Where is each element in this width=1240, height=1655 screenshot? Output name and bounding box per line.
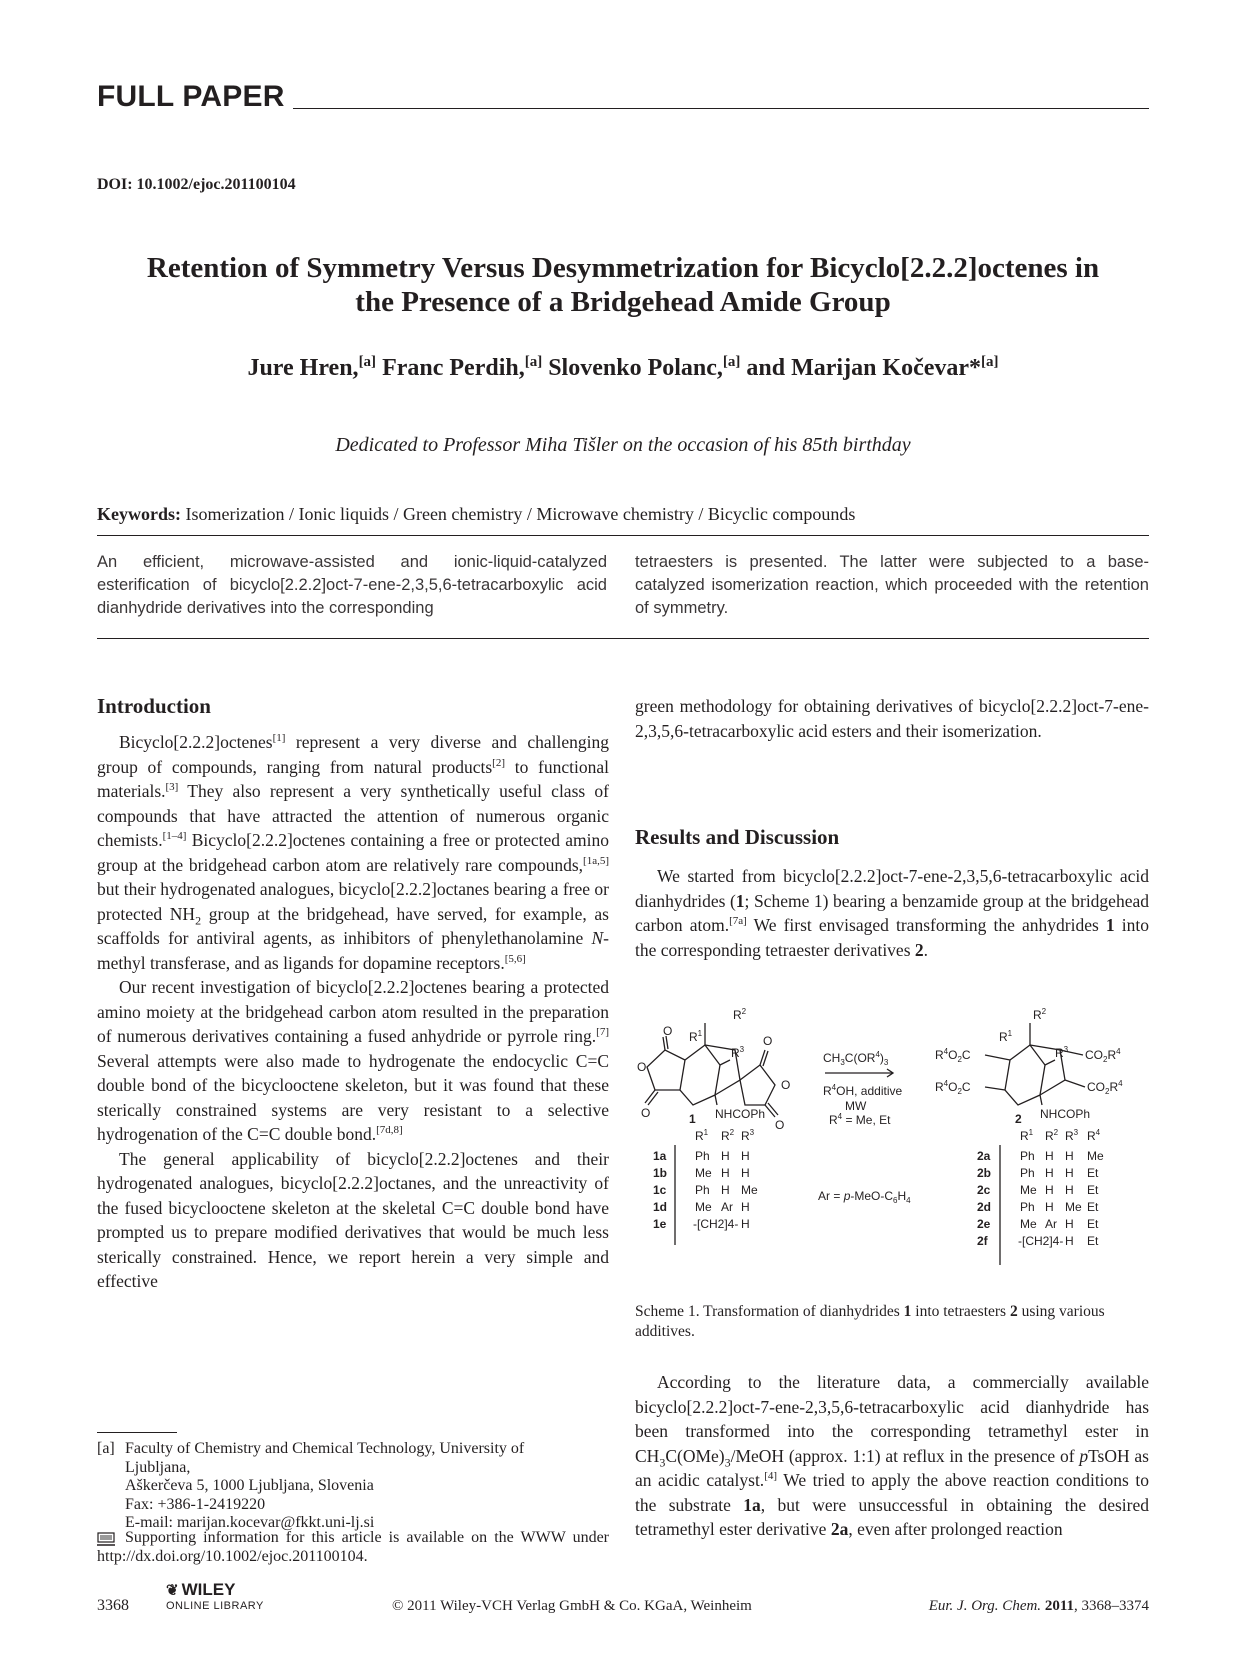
citation[interactable]: [7a] (729, 915, 747, 928)
compound-label: 2a (977, 1149, 991, 1163)
svg-text:O: O (763, 1034, 773, 1048)
svg-text:1: 1 (689, 1112, 696, 1126)
section-label: FULL PAPER (97, 80, 285, 113)
compound-label: 1a (653, 1149, 667, 1163)
substituent: $CO_2R^4$ (1087, 1079, 1123, 1096)
compound-label: 2c (977, 1183, 991, 1197)
table-header: $R^2$ (1045, 1128, 1059, 1143)
table-cell: Ph (1020, 1166, 1035, 1180)
author-affiliation: [a] (358, 354, 377, 370)
supporting-info-note: Supporting information for this article is available on the WWW under http://dx.doi.org/10.1002/ejoc.201100104. (97, 1529, 609, 1565)
svg-text:O: O (781, 1078, 791, 1092)
table-cell: H (1045, 1166, 1054, 1180)
r2-label-2: $R^2$ (1033, 1007, 1047, 1022)
table-header: $R^1$ (695, 1128, 709, 1143)
authors (97, 355, 1149, 382)
paragraph: We started from bicyclo[2.2.2]oct-7-ene-2,3,5,6-tetracarboxylic acid dianhydrides (1; Scheme 1) bearing a benzamide group at the bridgehead carbon atom.[7a] We first envisaged transforming the anhydrides 1 into the corresponding tetraester derivatives 2. (635, 866, 1149, 960)
table-cell: Ph (1020, 1149, 1035, 1163)
page-number: 3368 (97, 1597, 129, 1614)
paragraph: Bicyclo[2.2.2]octenes[1] represent a very diverse and challenging group of compounds, ranging from natural products[2] to functional materials.[3] They also represent a very synthetically useful class of compounds that have attracted the attention of numerous organic chemists.[1–4] Bicyclo[2.2.2]octenes containing a free or protected amino group at the bridgehead carbon atom are relatively rare compounds,[1a,5] but their hydrogenated analogues, bicyclo[2.2.2]octanes bearing a free or protected $NH_2$ group at the bridgehead, have served, for example, as scaffolds for antiviral agents, as inhibitors of phenylethanolamine N-methyl transferase, and as ligands for dopamine receptors.[5,6] (97, 732, 609, 973)
abstract-rule-top (97, 535, 1149, 536)
table-cell: Me (741, 1183, 758, 1197)
dedication: Dedicated to Professor Miha Tišler on the occasion of his 85th birthday (335, 434, 911, 456)
scheme-caption: Scheme 1. Transformation of dianhydrides 1 into tetraesters 2 using various additives. (635, 1303, 1105, 1340)
table-cell: H (721, 1183, 730, 1197)
svg-text:NHCOPh: NHCOPh (1040, 1107, 1091, 1121)
table-cell: H (741, 1217, 750, 1231)
table-cell: Me (1020, 1217, 1037, 1231)
substituent: $R^4O_2C$ (935, 1079, 971, 1096)
substituent: $R^4O_2C$ (935, 1047, 971, 1064)
author-name: and Marijan Kočevar* (746, 355, 982, 381)
results-heading: Results and Discussion (635, 825, 840, 849)
title-line-2: the Presence of a Bridgehead Amide Group (355, 286, 891, 318)
table-cell: Ph (1020, 1200, 1035, 1214)
table-cell: H (1065, 1217, 1074, 1231)
table-header: $R^4$ (1087, 1128, 1101, 1143)
results-text-continued (635, 1370, 1149, 1542)
introduction-continued (635, 694, 1149, 743)
author-name: Franc Perdih, (382, 355, 525, 381)
table-cell: Ph (695, 1183, 710, 1197)
svg-text:O: O (641, 1106, 651, 1120)
r3-label-2: $R^3$ (1055, 1045, 1069, 1060)
introduction-heading: Introduction (97, 694, 211, 718)
journal-citation: Eur. J. Org. Chem. 2011, 3368–3374 (928, 1598, 1149, 1614)
compound-label: 2d (977, 1200, 992, 1214)
svg-text:2: 2 (1015, 1112, 1022, 1126)
table-cell: Me (1020, 1183, 1037, 1197)
footnote-rule (97, 1432, 177, 1433)
table-header: $R^3$ (741, 1128, 755, 1143)
paper-title (97, 251, 1149, 319)
table-cell: H (1045, 1183, 1054, 1197)
table-header: $R^2$ (721, 1128, 735, 1143)
table-cell: H (741, 1149, 750, 1163)
table-cell: Et (1087, 1234, 1099, 1248)
table-cell: H (1065, 1183, 1074, 1197)
scheme-1-figure (635, 1005, 1149, 1290)
footnote-label: [a] (97, 1440, 115, 1457)
paragraph: The general applicability of bicyclo[2.2.2]octenes and their hydrogenated analogues, bicyclo[2.2.2]octanes, and the unreactivity of the fused bicyclooctene skeleton at the skeletal C=C double bond have prompted us to prepare modified derivatives that would be much less sterically constrained. Hence, we report herein a very simple and effective (97, 1148, 609, 1291)
ar-definition: $Ar = p-MeO-C_6H_4$ (818, 1189, 911, 1205)
abstract-right: tetraesters is presented. The latter were subjected to a base-catalyzed isomerization reaction, which proceeded with the retention of symmetry. (635, 553, 1149, 617)
citation[interactable]: [7d,8] (376, 1124, 403, 1137)
email-link[interactable]: E-mail: marijan.kocevar@fkkt.uni-lj.si (125, 1514, 375, 1531)
citation[interactable]: [2] (492, 756, 505, 769)
author-affiliation: [a] (981, 354, 999, 370)
r2-label: $R^2$ (733, 1007, 747, 1022)
table-header: $R^3$ (1065, 1128, 1079, 1143)
table-header: $R^1$ (1020, 1128, 1034, 1143)
table-cell: Me (1087, 1149, 1104, 1163)
svg-text:O: O (775, 1118, 785, 1132)
abstract-rule-bottom (97, 638, 1149, 639)
doi: DOI: 10.1002/ejoc.201100104 (97, 176, 296, 193)
wiley-icon: ❦ (166, 1582, 179, 1599)
table-cell: Ar (721, 1200, 733, 1214)
table-cell: Me (1065, 1200, 1082, 1214)
r3-label: $R^3$ (731, 1045, 745, 1060)
compound-label: 2f (977, 1234, 988, 1248)
abstract-left: An efficient, microwave-assisted and ionic-liquid-catalyzed esterification of bicyclo[2.2.2]oct-7-ene-2,3,5,6-tetracarboxylic acid dianhydride derivatives into the corresponding (97, 553, 607, 617)
table-cell: H (741, 1200, 750, 1214)
reagent-r4: $R^4 = Me$, Et (829, 1112, 891, 1127)
paragraph: green methodology for obtaining derivatives of bicyclo[2.2.2]oct-7-ene-2,3,5,6-tetracarboxylic acid esters and their isomerization. (635, 696, 1149, 741)
table-cell: H (1065, 1234, 1074, 1248)
table-cell: Ph (695, 1149, 710, 1163)
r1-label-2: $R^1$ (999, 1029, 1013, 1044)
compound-label: 2b (977, 1166, 992, 1180)
svg-text:MW: MW (845, 1099, 867, 1113)
header-rule (293, 108, 1149, 109)
keywords (97, 504, 855, 525)
substituent: $CO_2R^4$ (1085, 1047, 1121, 1064)
table-cell: Et (1087, 1200, 1099, 1214)
author-name: Slovenko Polanc, (548, 355, 723, 381)
svg-text:O: O (637, 1060, 647, 1074)
table-cell: Et (1087, 1183, 1099, 1197)
compound-label: 2e (977, 1217, 991, 1231)
wiley-online-library-logo[interactable]: ❦ WILEY ONLINE LIBRARY (166, 1580, 264, 1612)
results-text (635, 864, 1149, 962)
citation[interactable]: [1a,5] (583, 854, 609, 867)
author-affiliation: [a] (722, 354, 741, 370)
citation[interactable]: [7] (596, 1026, 609, 1039)
citation[interactable]: [4] (764, 1470, 778, 1483)
title-line-1: Retention of Symmetry Versus Desymmetrization for Bicyclo[2.2.2]octenes in (146, 252, 1100, 284)
introduction-text (97, 730, 609, 1294)
compound-label: 1d (653, 1200, 668, 1214)
author-name: Jure Hren, (247, 355, 359, 381)
keywords-text: Isomerization / Ionic liquids / Green chemistry / Microwave chemistry / Bicyclic compounds (185, 504, 856, 524)
svg-text:NHCOPh: NHCOPh (715, 1107, 766, 1121)
svg-text:O: O (663, 1024, 673, 1038)
table-cell: Ar (1045, 1217, 1057, 1231)
author-affiliation: [a] (524, 354, 543, 370)
table-cell: H (721, 1166, 730, 1180)
compound-label: 1e (653, 1217, 667, 1231)
table-cell: H (1065, 1166, 1074, 1180)
table-cell: Et (1087, 1166, 1099, 1180)
citation[interactable]: [1] (272, 732, 286, 745)
r1-label: $R^1$ (689, 1029, 703, 1044)
paragraph: According to the literature data, a commercially available bicyclo[2.2.2]oct-7-ene-2,3,5,6-tetracarboxylic acid dianhydride has been transformed into the corresponding tetramethyl ester in $CH_3C(OMe)_3$/MeOH (approx. 1:1) at reflux in the presence of pTsOH as an acidic catalyst.[4] We tried to apply the above reaction conditions to the substrate 1a, but were unsuccessful in obtaining the desired tetramethyl ester derivative 2a, even after prolonged reaction (635, 1372, 1149, 1539)
compound-label: 1c (653, 1183, 667, 1197)
table-cell: -[CH2]4- (1018, 1234, 1064, 1248)
table-cell: H (1065, 1149, 1074, 1163)
reagent-mid: $R^4OH$, additive (823, 1083, 903, 1098)
affiliation-footnote: [a] Faculty of Chemistry and Chemical Technology, University of Ljubljana, Aškerčeva 5, 1000 Ljubljana, Slovenia Fax: +386-1-2419220 E-mail: marijan.kocevar@fkkt.uni-lj.si (97, 1440, 609, 1533)
table-cell: H (1045, 1200, 1054, 1214)
paragraph: Our recent investigation of bicyclo[2.2.2]octenes bearing a protected amino moiety at the bridgehead carbon atom resulted in the preparation of numerous derivatives containing a fused anhydride or pyrrole ring.[7] Several attempts were also made to hydrogenate the endocyclic C=C double bond of the bicyclooctene skeleton, but it was found that these sterically constrained systems are very resistant to a selective hydrogenation of the C=C double bond.[7d,8] (97, 977, 609, 1144)
table-cell: -[CH2]4- (693, 1217, 739, 1231)
table-cell: H (741, 1166, 750, 1180)
citation[interactable]: [5,6] (504, 952, 526, 965)
citation[interactable]: [1–4] (162, 830, 187, 843)
copyright: © 2011 Wiley-VCH Verlag GmbH & Co. KGaA, Weinheim (392, 1598, 752, 1614)
table-cell: H (1045, 1149, 1054, 1163)
table-cell: Me (695, 1200, 712, 1214)
compound-label: 1b (653, 1166, 668, 1180)
table-cell: Et (1087, 1217, 1099, 1231)
table-cell: Me (695, 1166, 712, 1180)
keywords-label: Keywords: (97, 504, 181, 524)
citation[interactable]: [3] (165, 781, 179, 794)
table-cell: H (721, 1149, 730, 1163)
reagent-top: $CH_3C(OR^4)_3$ (823, 1050, 889, 1067)
